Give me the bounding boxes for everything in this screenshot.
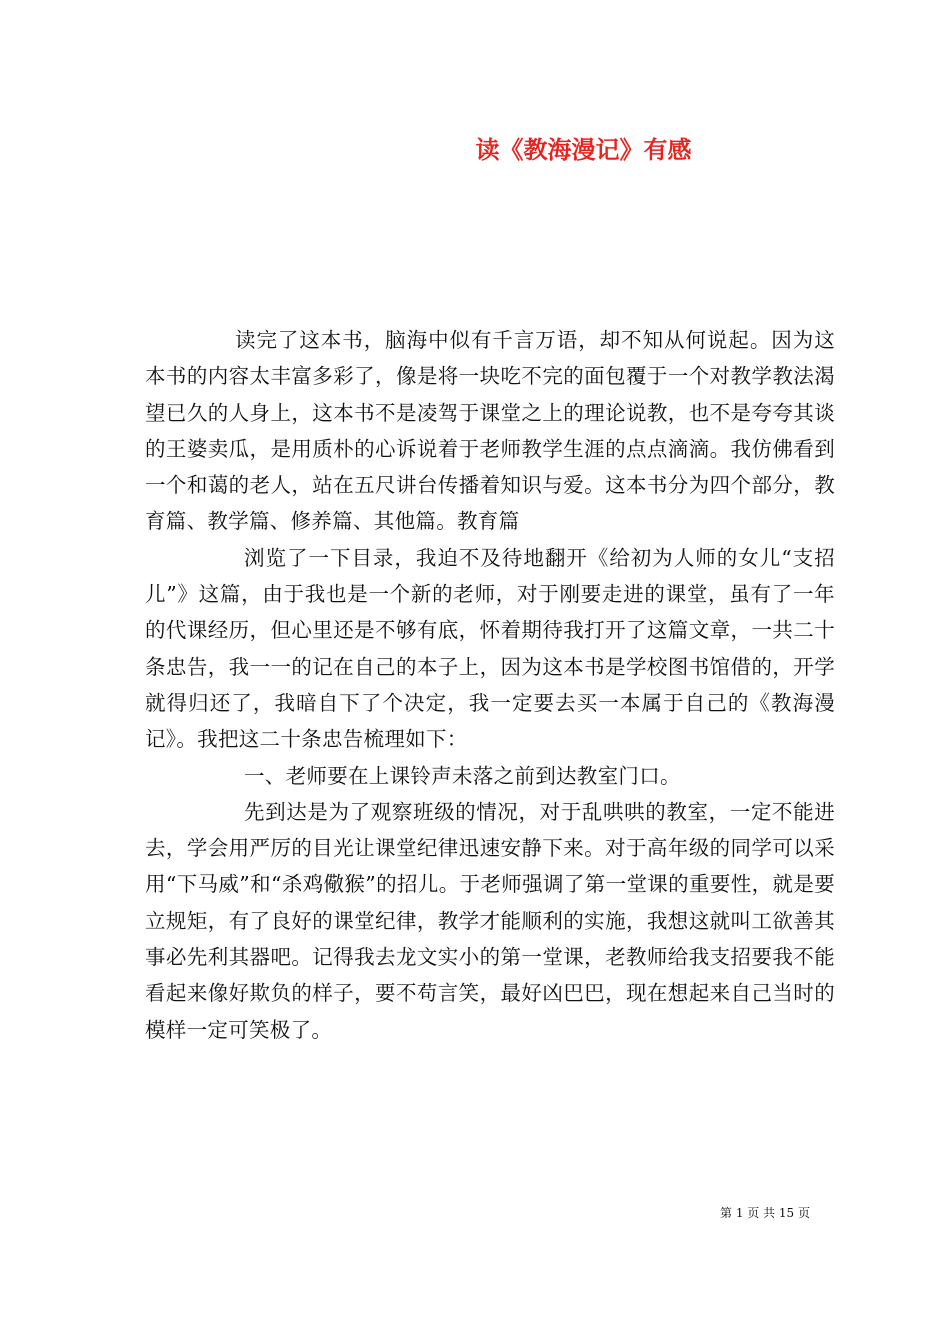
paragraph-intro: 读完了这本书，脑海中似有千言万语，却不知从何说起。因为这本书的内容太丰富多彩了，像是将一块吃不完的面包覆于一个对教学教法渴望已久的人身上，这本书不是凌驾于课堂之上的理论说教，也不是夸夸其谈的王婆卖瓜，是用质朴的心诉说着于老师教学生涯的点点滴滴。我仿佛看到一个和蔼的老人，站在五尺讲台传播着知识与爱。这本书分为四个部分，教育篇、教学篇、修养篇、其他篇。教育篇 <box>145 328 835 534</box>
paragraph-browse: 浏览了一下目录，我迫不及待地翻开《给初为人师的女儿“支招儿”》这篇，由于我也是一个新的老师，对于刚要走进的课堂，虽有了一年的代课经历，但心里还是不够有底，怀着期待我打开了这篇文章，一共二十条忠告，我一一的记在自己的本子上，因为这本书是学校图书馆借的，开学就得归还了，我暗自下了个决定，我一定要去买一本属于自己的《教海漫记》。我把这二十条忠告梳理如下： <box>145 545 835 752</box>
page-number-footer: 第 1 页 共 15 页 <box>720 1206 810 1220</box>
document-title: 读《教海漫记》有感 <box>475 135 692 164</box>
document-body <box>145 322 835 1048</box>
paragraph-rule-one: 一、老师要在上课铃声未落之前到达教室门口。 <box>244 763 681 788</box>
paragraph-rule-one-detail: 先到达是为了观察班级的情况，对于乱哄哄的教室，一定不能进去，学会用严厉的目光让课堂纪律迅速安静下来。对于高年级的同学可以采用“下马威”和“杀鸡儆猴”的招儿。于老师强调了第一堂课的重要性，就是要立规矩，有了良好的课堂纪律，教学才能顺利的实施，我想这就叫工欲善其事必先利其器吧。记得我去龙文实小的第一堂课，老教师给我支招要我不能看起来像好欺负的样子，要不苟言笑，最好凶巴巴，现在想起来自己当时的模样一定可笑极了。 <box>145 799 835 1042</box>
